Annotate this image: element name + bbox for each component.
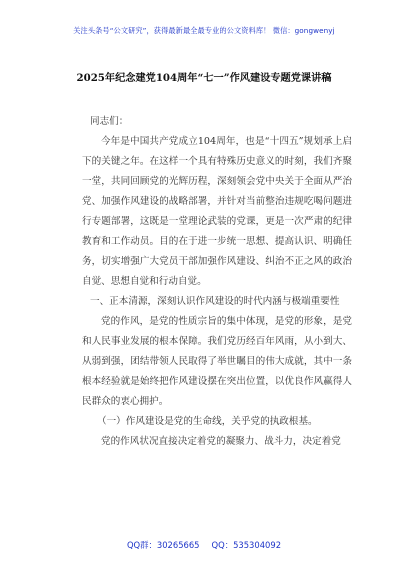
header-promo-banner: 关注头条号“公文研究”，获得最新最全最专业的公文资料库！ 微信：gongwenyj bbox=[73, 26, 335, 35]
subsection-1-paragraph: 党的作风状况直接决定着党的凝聚力、战斗力，决定着党 bbox=[101, 436, 341, 447]
section-heading-1: 一、正本清源，深刻认识作风建设的时代内涵与极端重要性 bbox=[90, 296, 340, 307]
document-body bbox=[82, 112, 352, 452]
intro-paragraph: 今年是中国共产党成立104周年，也是“十四五”规划承上启下的关键之年。在这样一个具有特殊历史意义的时刻，我们齐聚一堂，共同回顾党的光辉历程，深刻领会党中央关于全面从严治党、加强作风建设的战略部署，并针对当前整治违规吃喝问题进行专题部署，这既是一堂理论武装的党课，更是一次严肃的纪律教育和工作动员。目的在于进一步统一思想、提高认识、明确任务，切实增强广大党员干部加强作风建设、纠治不正之风的政治自觉、思想自觉和行动自觉。 bbox=[82, 136, 352, 287]
subsection-heading-1: （一）作风建设是党的生命线，关乎党的执政根基。 bbox=[97, 416, 318, 427]
footer-contact bbox=[0, 539, 408, 551]
section-1-paragraph: 党的作风，是党的性质宗旨的集中体现，是党的形象，是党和人民事业发展的根本保障。我们党历经百年风雨，从小到大、从弱到强，团结带领人民取得了举世瞩目的伟大成就，其中一条根本经验就是始终把作风建设摆在突出位置，以优良作风赢得人民群众的衷心拥护。 bbox=[82, 316, 352, 407]
salutation: 同志们： bbox=[90, 116, 129, 127]
footer-qq: QQ：535304092 bbox=[211, 540, 282, 550]
footer-qq-group: QQ群：30265665 bbox=[126, 540, 200, 550]
document-title: 2025年纪念建党104周年“七一”作风建设专题党课讲稿 bbox=[76, 72, 332, 84]
